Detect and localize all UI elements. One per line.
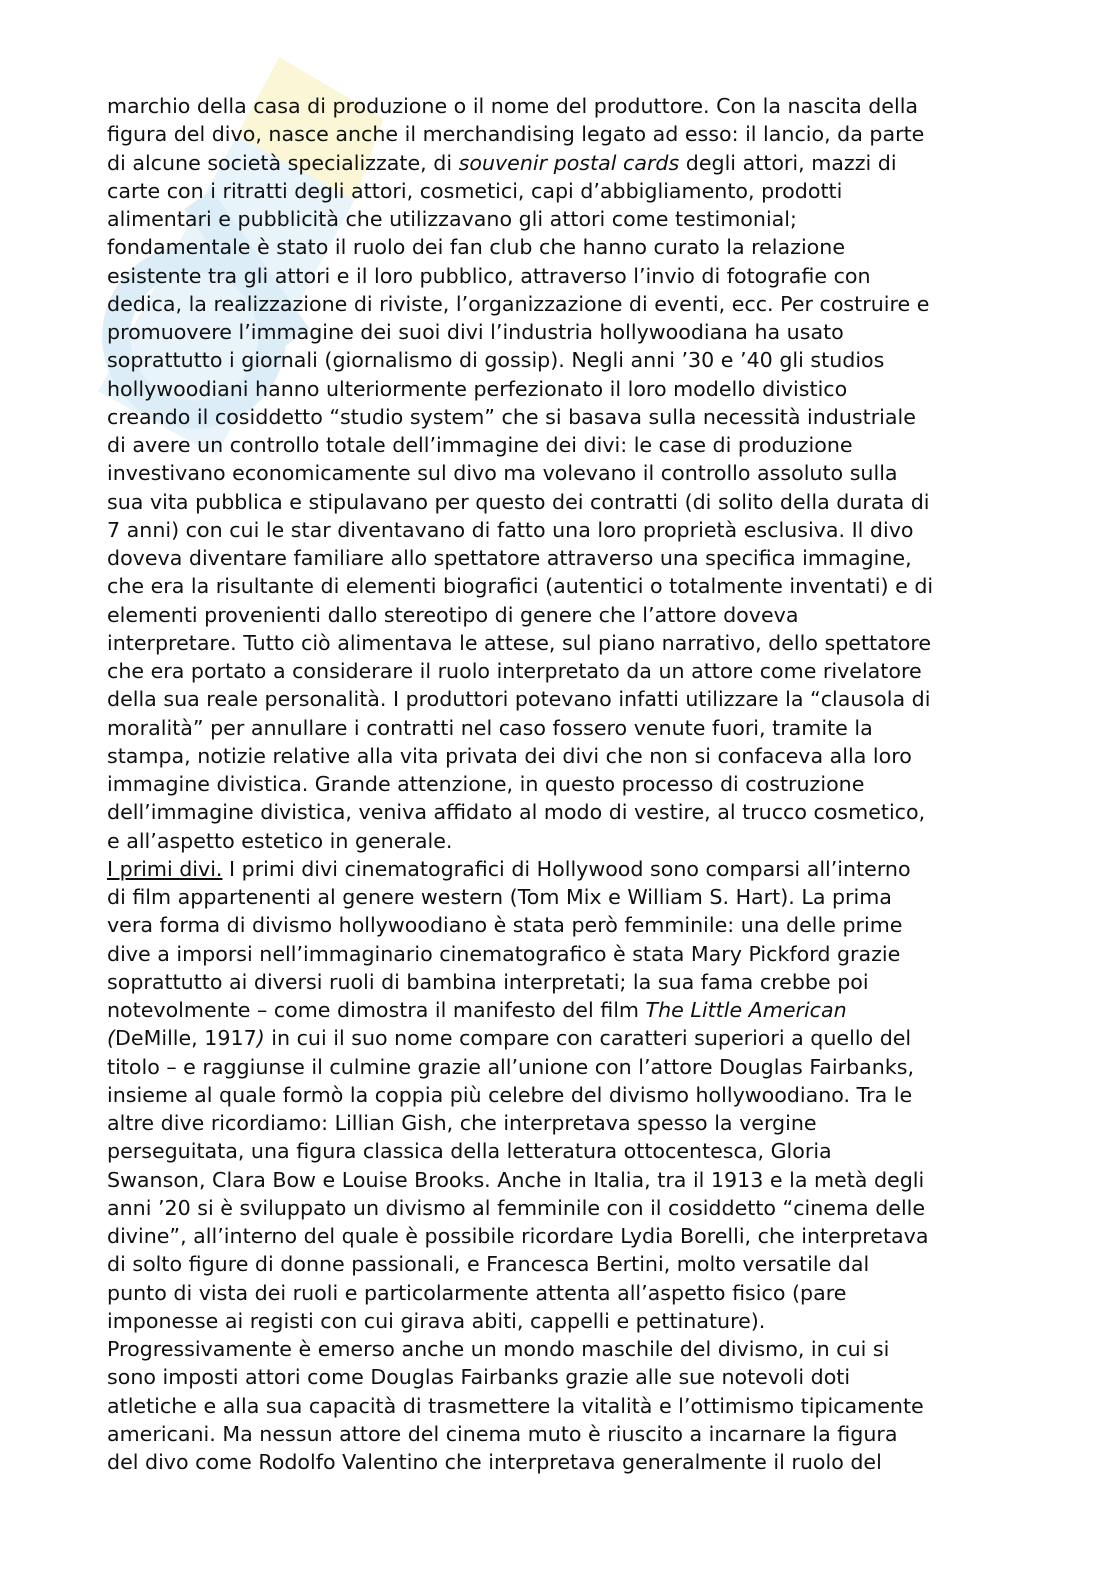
text-run: che era portato a considerare il ruolo interpretato da un attore come rivelatore [107,659,922,683]
text-run: titolo – e raggiunse il culmine grazie all’unione con l’attore Douglas Fairbanks, [107,1054,915,1079]
text-run: punto di vista dei ruoli e particolarmente attenta all’aspetto fisico (pare [107,1280,847,1305]
text-run: elementi provenienti dallo stereotipo di genere che l’attore doveva [107,602,799,627]
text-line [107,601,1007,629]
text-run: perseguitata, una figura classica della letteratura ottocentesca, Gloria [107,1139,832,1164]
text-line [107,1109,1007,1137]
text-line [107,233,1007,261]
text-run: soprattutto i giornali (giornalismo di gossip). Negli anni ’30 e ’40 gli studios [107,348,885,373]
text-run: soprattutto ai diversi ruoli di bambina interpretati; la sua fama crebbe poi [107,969,869,994]
text-line [107,629,1007,657]
text-run: di alcune società specializzate, di [107,150,459,175]
text-line [107,657,1007,685]
text-run: Swanson, Clara Bow e Louise Brooks. Anche in Italia, tra il 1913 e la metà degli [107,1167,925,1192]
text-run: imponesse ai registi con cui girava abiti, cappelli e pettinature). [107,1308,766,1333]
text-run: doveva diventare familiare allo spettatore attraverso una specifica immagine, [107,546,912,570]
text-line [107,1392,1007,1420]
text-line [107,911,1007,939]
text-line [107,177,1007,205]
text-line [107,205,1007,233]
text-line [107,92,1007,120]
text-line [107,318,1007,346]
text-line [107,544,1007,572]
text-line [107,516,1007,544]
text-run: divine”, all’interno del quale è possibile ricordare Lydia Borelli, che interpretava [107,1224,929,1248]
text-run: DeMille, 1917 [115,1026,257,1051]
text-run: promuovere l’immagine dei suoi divi l’industria hollywoodiana ha usato [107,320,844,344]
text-run: creando il cosiddetto “studio system” che si basava sulla necessità industriale [107,404,916,429]
text-line [107,855,1007,883]
text-run: altre dive ricordiamo: Lillian Gish, che interpretava spesso la vergine [107,1111,817,1135]
text-line [107,1363,1007,1391]
text-run: Progressivamente è emerso anche un mondo maschile del divismo, in cui si [107,1337,890,1361]
text-line [107,1250,1007,1278]
text-line [107,1335,1007,1363]
text-line [107,488,1007,516]
text-run: della sua reale personalità. I produttori potevano infatti utilizzare la “clausola di [107,687,931,712]
text-run: americani. Ma nessun attore del cinema muto è riuscito a incarnare la figura [107,1421,898,1446]
text-run: esistente tra gli attori e il loro pubblico, attraverso l’invio di fotografie con [107,263,871,288]
text-line [107,459,1007,487]
text-line [107,1448,1007,1476]
text-line [107,996,1007,1024]
section-heading: I primi divi. [107,856,223,881]
italic-text: ( [107,1026,116,1051]
text-line [107,1053,1007,1081]
text-line [107,1307,1007,1335]
italic-text: ) [256,1026,265,1051]
text-run: figura del divo, nasce anche il merchandising legato ad esso: il lancio, da parte [107,122,925,147]
text-run: dive a imporsi nell’immaginario cinematografico è stata Mary Pickford grazie [107,941,901,966]
italic-text: The Little American [645,998,847,1022]
text-line [107,968,1007,996]
text-run: interpretare. Tutto ciò alimentava le attese, sul piano narrativo, dello spettatore [107,630,932,655]
text-line [107,827,1007,855]
text-line [107,290,1007,318]
text-run: insieme al quale formò la coppia più celebre del divismo hollywoodiano. Tra le [107,1082,913,1107]
text-run: hollywoodiani hanno ulteriormente perfezionato il loro modello divistico [107,376,848,401]
text-line [107,883,1007,911]
text-run: alimentari e pubblicità che utilizzavano gli attori come testimonial; [107,207,797,231]
text-run: immagine divistica. Grande attenzione, in questo processo di costruzione [107,772,865,796]
text-run: carte con i ritratti degli attori, cosmetici, capi d’abbigliamento, prodotti [107,178,843,203]
text-run: I primi divi cinematografici di Hollywood sono comparsi all’interno [222,856,911,881]
text-run: moralità” per annullare i contratti nel caso fossero venute fuori, tramite la [107,715,873,740]
text-line [107,1194,1007,1222]
text-line [107,572,1007,600]
text-line [107,1166,1007,1194]
text-line [107,940,1007,968]
text-run: del divo come Rodolfo Valentino che interpretava generalmente il ruolo del [107,1450,882,1474]
text-run: fondamentale è stato il ruolo dei fan club che hanno curato la relazione [107,235,845,260]
text-line [107,714,1007,742]
text-run: dedica, la realizzazione di riviste, l’organizzazione di eventi, ecc. Per costruire e [107,291,930,316]
text-line [107,375,1007,403]
document-body-text [107,92,1007,1476]
text-run: investivano economicamente sul divo ma volevano il controllo assoluto sulla [107,461,898,486]
text-line [107,1081,1007,1109]
text-line [107,1137,1007,1165]
text-run: di solto figure di donne passionali, e Francesca Bertini, molto versatile dal [107,1252,870,1277]
text-line [107,742,1007,770]
text-line [107,346,1007,374]
text-run: degli attori, mazzi di [679,150,897,175]
text-run: dell’immagine divistica, veniva affidato al modo di vestire, al trucco cosmetico, [107,800,926,825]
text-run: e all’aspetto estetico in generale. [107,828,453,853]
text-line [107,149,1007,177]
text-run: sono imposti attori come Douglas Fairbanks grazie alle sue notevoli doti [107,1365,851,1390]
text-line [107,403,1007,431]
text-run: atletiche e alla sua capacità di trasmettere la vitalità e l’ottimismo tipicamente [107,1393,924,1418]
text-line [107,1222,1007,1250]
text-line [107,798,1007,826]
text-run: 7 anni) con cui le star diventavano di fatto una loro proprietà esclusiva. Il divo [107,517,914,542]
text-line [107,262,1007,290]
text-line [107,120,1007,148]
text-run: vera forma di divismo hollywoodiano è stata però femminile: una delle prime [107,913,903,938]
text-run: di film appartenenti al genere western (Tom Mix e William S. Hart). La prima [107,885,892,909]
text-line [107,1024,1007,1052]
text-run: sua vita pubblica e stipulavano per questo dei contratti (di solito della durata di [107,489,930,514]
italic-text: souvenir postal cards [458,150,680,175]
text-run: in cui il suo nome compare con caratteri superiori a quello del [264,1026,912,1051]
text-run: di avere un controllo totale dell’immagine dei divi: le case di produzione [107,433,853,457]
text-run: anni ’20 si è sviluppato un divismo al femminile con il cosiddetto “cinema delle [107,1195,926,1220]
text-run: notevolmente – come dimostra il manifesto del film [107,998,646,1022]
text-run: stampa, notizie relative alla vita privata dei divi che non si confaceva alla loro [107,743,912,768]
text-line [107,770,1007,798]
text-line [107,1420,1007,1448]
text-run: marchio della casa di produzione o il nome del produttore. Con la nascita della [107,94,919,118]
text-line [107,431,1007,459]
text-line [107,1279,1007,1307]
text-run: che era la risultante di elementi biografici (autentici o totalmente inventati) e di [107,574,934,599]
text-line [107,685,1007,713]
